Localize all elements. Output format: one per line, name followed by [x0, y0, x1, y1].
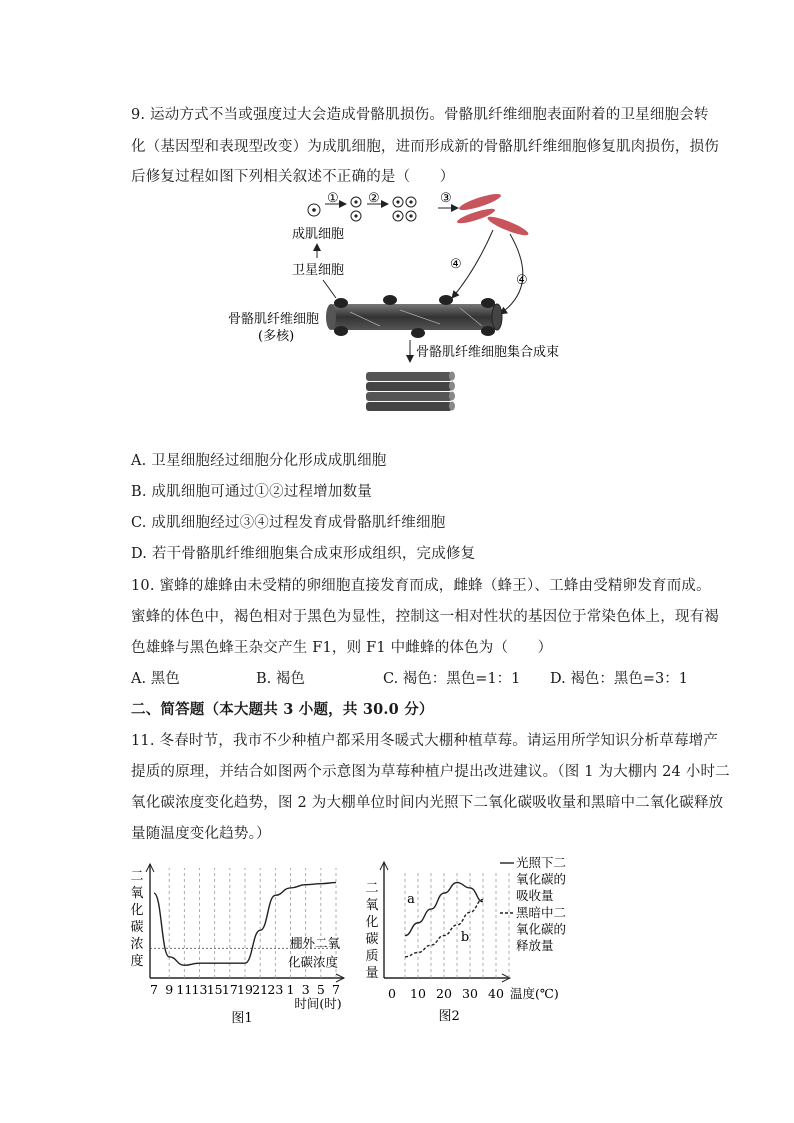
chart2-ylabel-char: 化	[365, 915, 379, 930]
q11-line-3: 氧化碳浓度变化趋势，图 2 为大棚单位时间内光照下二氧化碳吸收量和黑暗中二氧化碳释放	[131, 795, 724, 811]
q10-option-a: A. 黑色	[131, 671, 180, 687]
chart1-tick-label: 21	[252, 982, 269, 997]
q11-line-4: 量随温度变化趋势。）	[131, 826, 271, 842]
q10-option-d: D. 褐色：黑色=3：1	[550, 671, 688, 687]
bundle-label: 骨骼肌纤维细胞集合成束	[416, 345, 560, 360]
q10-option-c: C. 褐色：黑色=1：1	[383, 671, 521, 687]
chart1-ylabel-char: 化	[130, 903, 144, 918]
chart2-ylabel-char: 质	[365, 949, 379, 964]
two-cells	[351, 197, 361, 221]
chart-1	[124, 856, 360, 1026]
chart1-tick-label: 11	[176, 982, 193, 997]
chart-2	[364, 850, 594, 1026]
step-4-label-a: ④	[450, 257, 462, 272]
fiber-label-2: (多核)	[258, 329, 295, 344]
chart2-tick-label: 40	[488, 986, 504, 1001]
step-1-label: ①	[327, 191, 339, 206]
chart1-tick-label: 13	[191, 982, 208, 997]
chart1-tick-label: 3	[301, 982, 310, 997]
q10-line-1: 10. 蜜蜂的雄蜂由未受精的卵细胞直接发育而成，雌蜂（蜂王）、工蜂由受精卵发育而成。	[131, 578, 711, 594]
q10-option-b: B. 褐色	[256, 671, 305, 687]
chart2-legend-text: 光照下二	[516, 855, 567, 870]
chart2-tick-label: 10	[410, 986, 426, 1001]
chart1-tick-label: 7	[332, 982, 340, 997]
chart1-tick-label: 19	[237, 982, 253, 997]
chart2-ylabel-char: 碳	[365, 932, 379, 947]
chart1-tick-label: 5	[316, 982, 325, 997]
chart2-xlabel: 温度(℃)	[510, 986, 559, 1001]
single-cell	[308, 204, 320, 216]
q9-option-a: A. 卫星细胞经过细胞分化形成成肌细胞	[131, 453, 387, 469]
chart1-annotation: 化碳浓度	[288, 954, 339, 970]
chart1-title: 图1	[231, 1011, 253, 1026]
muscle-fiber	[326, 295, 502, 338]
chart2-legend-text: 氧化碳的	[516, 921, 567, 937]
chart2-ylabel-char: 二	[365, 881, 379, 896]
chart1-tick-label: 9	[165, 982, 174, 997]
chart1-ylabel-char: 二	[130, 869, 144, 884]
satellite-label: 卫星细胞	[292, 263, 345, 278]
chart2-legend-text: 氧化碳的	[516, 871, 567, 887]
chart2-legend-text: 黑暗中二	[516, 905, 567, 920]
fiber-label-1: 骨骼肌纤维细胞	[228, 312, 320, 327]
q10-line-3: 色雄蜂与黑色蜂王杂交产生 F1，则 F1 中雌蜂的体色为（ ）	[131, 640, 553, 656]
chart1-tick-label: 7	[150, 982, 158, 997]
chart2-tick-label: 0	[388, 986, 396, 1001]
chart1-annotation: 棚外二氧	[290, 935, 341, 951]
chart2-series-label: b	[460, 930, 470, 945]
chart2-ylabel-char: 量	[365, 966, 379, 981]
q10-line-2: 蜜蜂的体色中，褐色相对于黑色为显性，控制这一相对性状的基因位于常染色体上，现有褐	[131, 609, 719, 625]
step-3-label: ③	[440, 191, 452, 206]
q11-line-1: 11. 冬春时节，我市不少种植户都采用冬暖式大棚种植草莓。请运用所学知识分析草莓增产	[131, 733, 719, 749]
q9-line-1: 9. 运动方式不当或强度过大会造成骨骼肌损伤。骨骼肌纤维细胞表面附着的卫星细胞会转	[131, 107, 709, 123]
section-heading: 二、简答题（本大题共 3 小题，共 30.0 分）	[131, 701, 434, 718]
chart1-ylabel-char: 度	[130, 954, 144, 969]
chart1-tick-label: 17	[221, 982, 238, 997]
q9-option-b: B. 成肌细胞可通过①②过程增加数量	[131, 484, 372, 500]
q9-line-3: 后修复过程如图下列相关叙述不正确的是（ ）	[131, 169, 455, 185]
chart2-tick-label: 30	[462, 986, 478, 1001]
chart2-series-label: a	[407, 892, 415, 908]
step-4-label-b: ④	[516, 273, 528, 288]
chart1-tick-label: 1	[286, 982, 295, 997]
chart2-title: 图2	[438, 1009, 460, 1024]
q11-line-2: 提质的原理，并结合如图两个示意图为草莓种植户提出改进建议。（图 1 为大棚内 24 小时二	[131, 764, 730, 780]
chart2-ylabel-char: 氧	[365, 898, 379, 913]
chart1-ylabel-char: 碳	[130, 920, 144, 935]
chart2-legend-text: 释放量	[516, 938, 554, 953]
chart1-tick-label: 15	[206, 982, 223, 997]
chart1-ylabel-char: 浓	[130, 937, 144, 952]
q9-option-c: C. 成肌细胞经过③④过程发育成骨骼肌纤维细胞	[131, 515, 446, 531]
myoblast-label: 成肌细胞	[292, 227, 345, 242]
q9-figure	[210, 186, 590, 416]
chart2-legend-text: 吸收量	[516, 888, 554, 903]
fiber-bundle	[366, 372, 455, 412]
q9-line-2: 化（基因型和表现型改变）为成肌细胞，进而形成新的骨骼肌纤维细胞修复肌肉损伤，损伤	[131, 139, 719, 155]
step-2-label: ②	[368, 191, 380, 206]
chart1-tick-label: 23	[267, 982, 284, 997]
chart1-xlabel: 时间(时)	[294, 996, 342, 1011]
chart1-ylabel-char: 氧	[130, 886, 144, 901]
four-cells	[393, 197, 416, 221]
q9-option-d: D. 若干骨骼肌纤维细胞集合成束形成组织，完成修复	[131, 546, 476, 562]
chart2-tick-label: 20	[436, 986, 452, 1001]
